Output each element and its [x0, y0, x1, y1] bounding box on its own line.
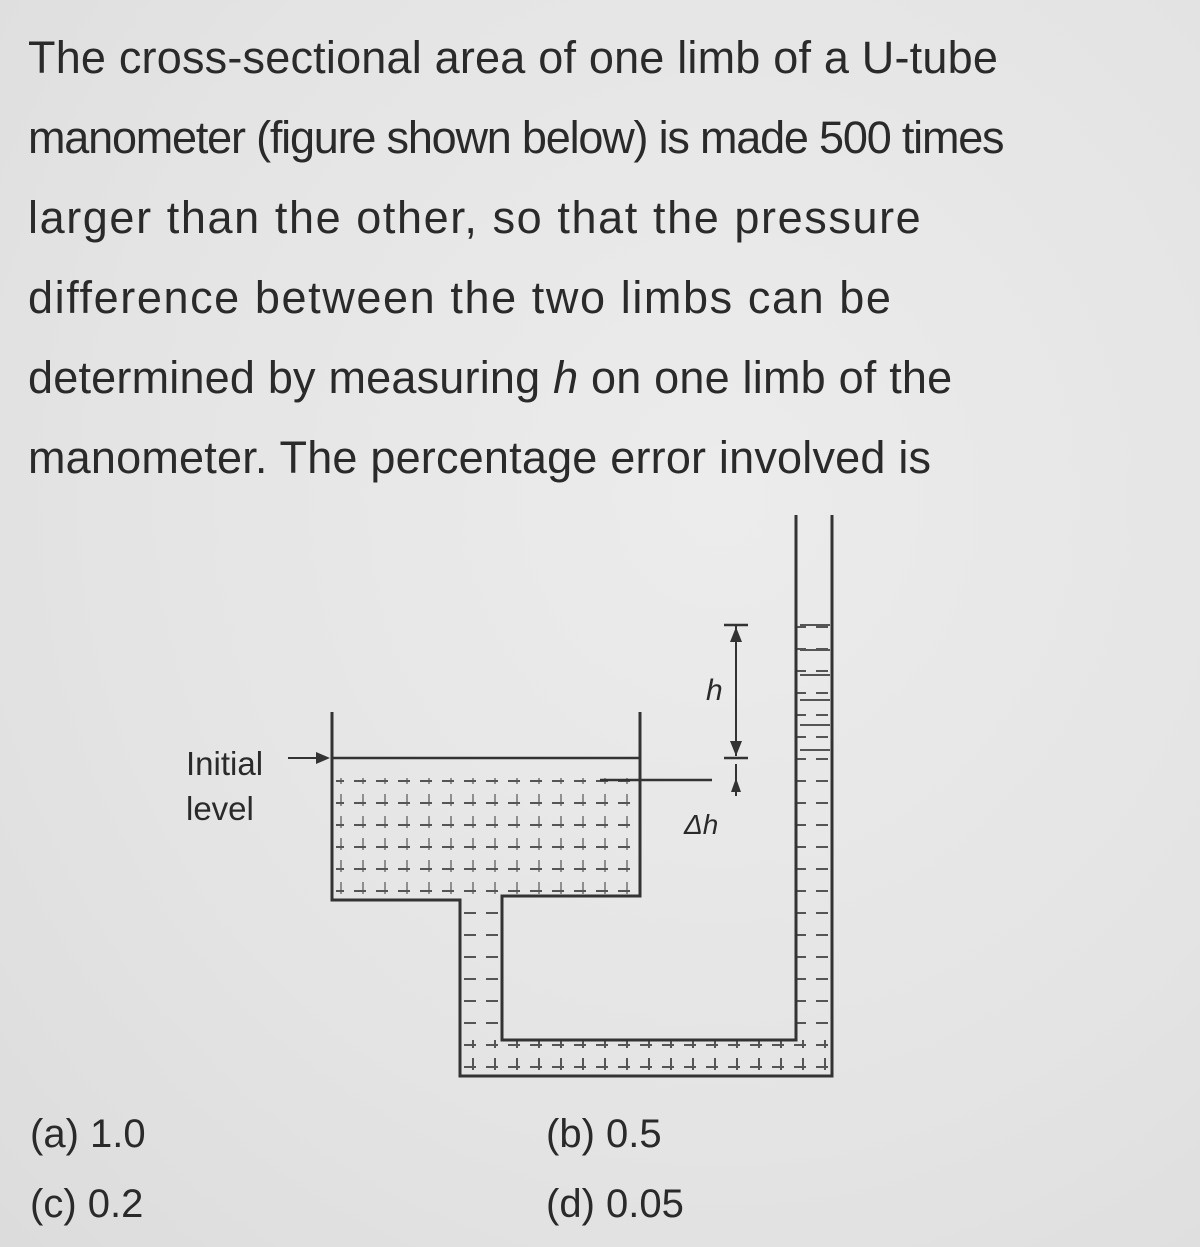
- initial-label-line-1: Initial: [186, 745, 264, 782]
- option-d[interactable]: (d) 0.05: [546, 1182, 684, 1226]
- right-limb-liquid: [796, 625, 832, 1045]
- question-line-4: difference between the two limbs can be: [28, 272, 893, 323]
- initial-label-line-2: level: [186, 790, 254, 827]
- question-line-3: larger than the other, so that the pressure: [28, 192, 923, 243]
- question-line-2: manometer (figure shown below) is made 500 times: [28, 112, 1004, 163]
- question-line-5-post: on one limb of the: [578, 352, 953, 403]
- option-b[interactable]: (b) 0.5: [546, 1112, 662, 1156]
- variable-h: h: [553, 352, 579, 403]
- question-line-6: manometer. The percentage error involved is: [28, 432, 932, 483]
- delta-h-arrowhead: [731, 778, 741, 792]
- bottom-tube-liquid-h: [460, 1040, 832, 1074]
- h-label: h: [706, 674, 723, 707]
- option-c[interactable]: (c) 0.2: [30, 1182, 144, 1226]
- u-tube-inner-wall: [502, 515, 796, 1040]
- h-arrowhead-down: [730, 741, 742, 756]
- initial-level-arrowhead: [316, 752, 330, 764]
- delta-h-label: Δh: [684, 809, 719, 840]
- h-arrowhead-up: [730, 627, 742, 642]
- reservoir-liquid-vertical: [336, 778, 638, 896]
- option-a[interactable]: (a) 1.0: [30, 1112, 146, 1156]
- left-stem-liquid: [460, 896, 502, 1046]
- question-line-5-pre: determined by measuring: [28, 352, 554, 403]
- question-line-1: The cross-sectional area of one limb of a U-tube: [28, 32, 999, 83]
